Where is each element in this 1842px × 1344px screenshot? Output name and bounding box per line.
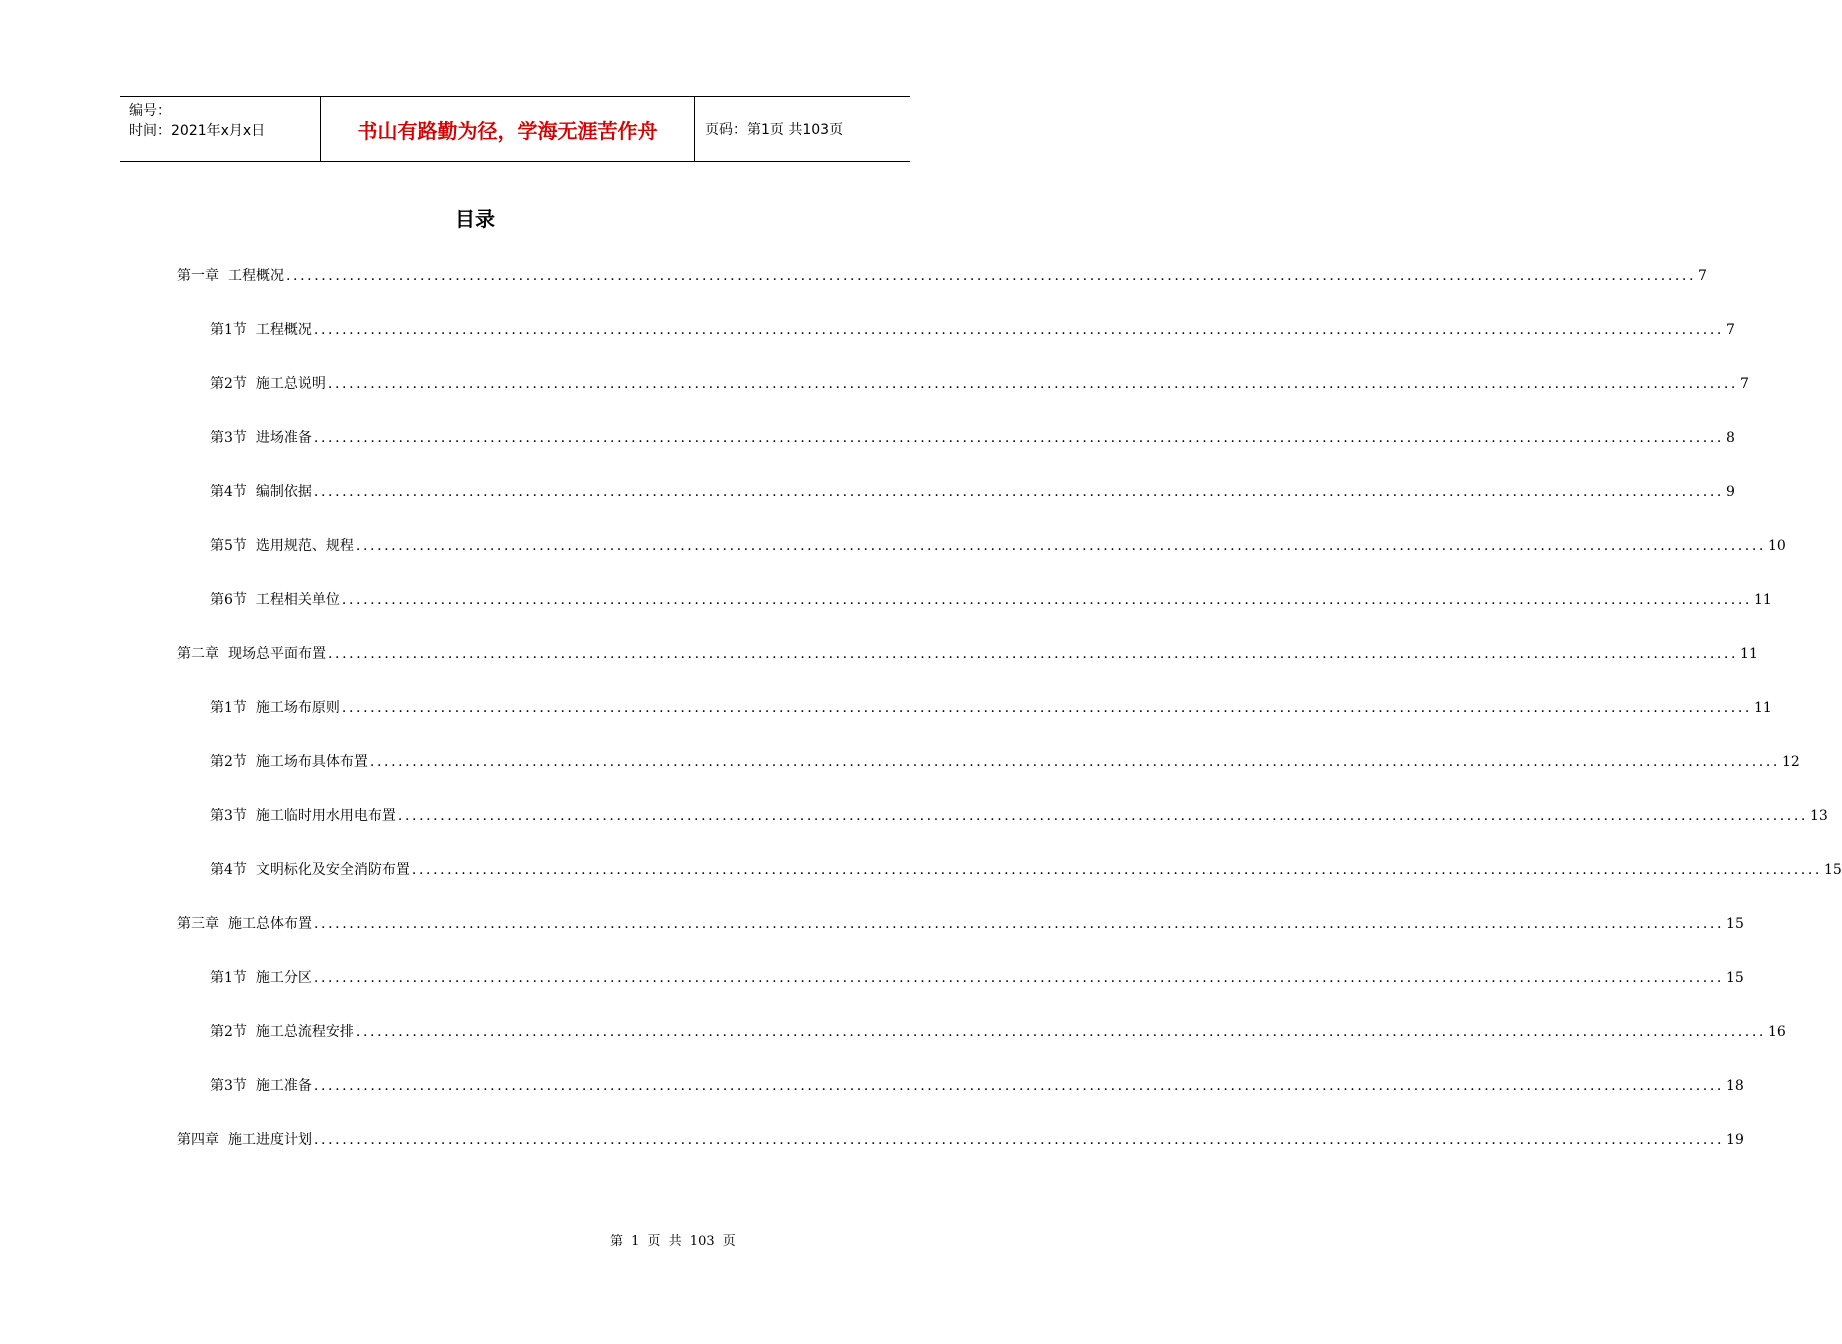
- header-meta: [120, 97, 321, 161]
- toc-dot-leader: ........................................................................................................................................................................................................: [327, 376, 1738, 392]
- toc-entry-number: 第1节: [210, 700, 247, 716]
- toc-entry-page: 16: [1767, 1024, 1786, 1040]
- toc-entry-label: [210, 806, 396, 826]
- toc-entry-page: 12: [1781, 754, 1800, 770]
- toc-entry[interactable]: [210, 1022, 1786, 1042]
- toc-entry-text: 现场总平面布置: [228, 646, 326, 662]
- toc-dot-leader: ........................................................................................................................................................................................................: [313, 430, 1724, 446]
- toc-entry-text: 施工分区: [255, 970, 312, 986]
- toc-entry-number: 第2节: [210, 754, 247, 770]
- toc-dot-leader: ........................................................................................................................................................................................................: [313, 1078, 1724, 1094]
- header-motto: 书山有路勤为径，学海无涯苦作舟: [321, 97, 695, 161]
- toc-entry-page: 8: [1725, 430, 1735, 446]
- toc-entry-label: [210, 860, 410, 880]
- toc-entry[interactable]: [210, 968, 1744, 988]
- toc-entry-page: 11: [1753, 592, 1772, 608]
- toc-entry-number: 第2节: [210, 1024, 247, 1040]
- toc-entry-number: 第二章: [177, 646, 219, 662]
- toc-entry-number: 第四章: [177, 1132, 219, 1148]
- toc-entry-label: [210, 698, 340, 718]
- toc-entry-number: 第3节: [210, 808, 247, 824]
- toc-entry-number: 第三章: [177, 916, 219, 932]
- toc-entry-text: 施工临时用水用电布置: [255, 808, 396, 824]
- toc-entry-text: 施工场布原则: [255, 700, 340, 716]
- toc-entry-page: 15: [1726, 916, 1744, 932]
- toc-entry[interactable]: [177, 914, 1744, 934]
- toc-dot-leader: ........................................................................................................................................................................................................: [355, 538, 1766, 554]
- toc-entry-label: [210, 590, 340, 610]
- toc-entry[interactable]: [210, 428, 1735, 448]
- toc-entry[interactable]: [177, 1130, 1744, 1150]
- toc-entry-page: 11: [1753, 700, 1772, 716]
- toc-entry-text: 施工总流程安排: [255, 1024, 354, 1040]
- toc-dot-leader: ........................................................................................................................................................................................................: [369, 754, 1780, 770]
- toc-dot-leader: ........................................................................................................................................................................................................: [397, 808, 1808, 824]
- toc-entry-text: 工程概况: [255, 322, 312, 338]
- toc-entry-number: 第5节: [210, 538, 247, 554]
- page-header: [120, 96, 910, 162]
- toc-entry-page: 7: [1725, 322, 1735, 338]
- toc-entry[interactable]: [210, 698, 1772, 718]
- toc-entry-number: 第3节: [210, 430, 247, 446]
- toc-entry-label: [210, 1022, 354, 1042]
- toc-entry-number: 第4节: [210, 862, 247, 878]
- toc-entry-text: 施工总说明: [255, 376, 326, 392]
- toc-entry-page: 7: [1739, 376, 1749, 392]
- toc-dot-leader: ........................................................................................................................................................................................................: [355, 1024, 1766, 1040]
- toc-entry-number: 第2节: [210, 376, 247, 392]
- toc-entry-number: 第1节: [210, 970, 247, 986]
- toc-dot-leader: ........................................................................................................................................................................................................: [341, 700, 1752, 716]
- toc-entry-page: 19: [1726, 1132, 1744, 1148]
- toc-entry[interactable]: [210, 374, 1749, 394]
- document-time-label: 时间：2021年x月x日: [129, 123, 266, 139]
- toc-entry[interactable]: [210, 860, 1842, 880]
- toc-entry-label: [177, 644, 326, 664]
- page-title: 目录: [455, 207, 495, 231]
- toc-entry[interactable]: [210, 482, 1735, 502]
- toc-dot-leader: ........................................................................................................................................................................................................: [328, 646, 1739, 662]
- toc-entry[interactable]: [177, 266, 1707, 286]
- toc-entry-text: 编制依据: [255, 484, 312, 500]
- toc-entry-text: 施工准备: [255, 1078, 312, 1094]
- toc-dot-leader: ........................................................................................................................................................................................................: [411, 862, 1822, 878]
- toc-entry-label: [210, 482, 312, 502]
- toc-entry-page: 18: [1725, 1078, 1744, 1094]
- toc-dot-leader: ........................................................................................................................................................................................................: [313, 322, 1724, 338]
- toc-entry-label: [210, 752, 368, 772]
- header-page-info: 页码：第1页 共103页: [705, 122, 844, 138]
- toc-dot-leader: ........................................................................................................................................................................................................: [314, 1132, 1725, 1148]
- toc-dot-leader: ........................................................................................................................................................................................................: [313, 970, 1724, 986]
- toc-entry-label: [210, 374, 326, 394]
- toc-entry-number: 第一章: [177, 268, 219, 284]
- toc-entry-text: 进场准备: [255, 430, 312, 446]
- toc-entry-label: [177, 914, 312, 934]
- toc-entry-text: 施工场布具体布置: [255, 754, 368, 770]
- toc-entry-text: 选用规范、规程: [255, 538, 354, 554]
- toc-entry-text: 文明标化及安全消防布置: [255, 862, 410, 878]
- toc-entry[interactable]: [210, 752, 1800, 772]
- toc-entry-page: 9: [1725, 484, 1735, 500]
- toc-entry-text: 工程概况: [228, 268, 284, 284]
- toc-entry-text: 施工进度计划: [228, 1132, 312, 1148]
- toc-entry[interactable]: [210, 536, 1786, 556]
- toc-entry-page: 13: [1809, 808, 1828, 824]
- toc-entry-page: 11: [1740, 646, 1758, 662]
- toc-entry-number: 第3节: [210, 1078, 247, 1094]
- page-footer: 第 1 页 共 103 页: [610, 1234, 736, 1249]
- toc-entry[interactable]: [210, 1076, 1744, 1096]
- toc-entry[interactable]: [210, 320, 1735, 340]
- toc-entry-page: 10: [1767, 538, 1786, 554]
- toc-entry-label: [210, 968, 312, 988]
- toc-entry-label: [177, 266, 284, 286]
- toc-entry-text: 施工总体布置: [228, 916, 312, 932]
- toc-dot-leader: ........................................................................................................................................................................................................: [313, 484, 1724, 500]
- toc-entry-number: 第1节: [210, 322, 247, 338]
- toc-dot-leader: ........................................................................................................................................................................................................: [314, 916, 1725, 932]
- toc-entry-label: [210, 536, 354, 556]
- toc-entry-text: 工程相关单位: [255, 592, 340, 608]
- toc-entry-label: [210, 1076, 312, 1096]
- toc-entry-page: 15: [1823, 862, 1842, 878]
- toc-entry-page: 7: [1698, 268, 1707, 284]
- toc-entry-label: [210, 320, 312, 340]
- toc-entry-label: [177, 1130, 312, 1150]
- toc-entry-number: 第4节: [210, 484, 247, 500]
- toc-dot-leader: ........................................................................................................................................................................................................: [341, 592, 1752, 608]
- toc-entry-page: 15: [1725, 970, 1744, 986]
- toc-entry[interactable]: [210, 590, 1772, 610]
- toc-entry[interactable]: [177, 644, 1758, 664]
- toc-dot-leader: ........................................................................................................................................................................................................: [286, 268, 1697, 284]
- toc-entry[interactable]: [210, 806, 1828, 826]
- toc-entry-number: 第6节: [210, 592, 247, 608]
- document-number-label: 编号：: [129, 103, 171, 119]
- toc-entry-label: [210, 428, 312, 448]
